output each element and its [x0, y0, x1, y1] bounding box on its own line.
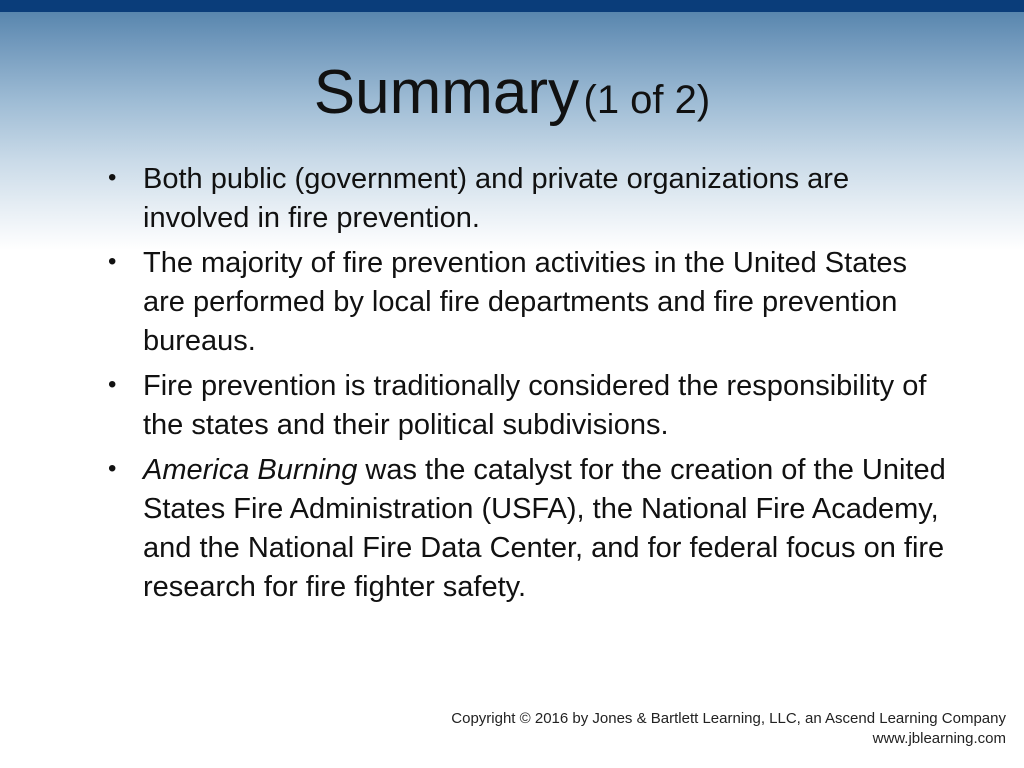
bullet-text-body: Both public (government) and private organizations are involved in fire prevention.: [143, 163, 850, 234]
title-main: Summary: [313, 58, 580, 127]
copyright-footer: [451, 709, 1006, 749]
slide-title: [0, 58, 1024, 127]
bullet-text-body: was the catalyst for the creation of the United States Fire Administration (USFA), the National Fire Academy, and the National Fire Data Center, and for federal focus on fire research for fire fighter safety.: [143, 454, 946, 603]
bullet-list: [108, 160, 948, 613]
bullet-dot: •: [108, 455, 117, 482]
bullet-dot: •: [108, 164, 117, 191]
bullet-dot: •: [108, 248, 117, 275]
bullet-text: [143, 370, 926, 441]
bullet-dot: •: [108, 371, 117, 398]
bullet-item: [108, 160, 948, 238]
bullet-text-body: Fire prevention is traditionally considered the responsibility of the states and their political subdivisions.: [143, 370, 927, 441]
title-suffix: (1 of 2): [583, 78, 711, 122]
bullet-item: [108, 244, 948, 361]
bullet-text: [143, 454, 946, 603]
bullet-item: [108, 367, 948, 445]
bullet-italic-title: America Burning: [143, 454, 358, 486]
bullet-text: [143, 247, 907, 357]
bullet-text: [143, 163, 849, 234]
website-text: www.jblearning.com: [872, 730, 1006, 747]
copyright-text: Copyright © 2016 by Jones & Bartlett Learning, LLC, an Ascend Learning Company: [451, 710, 1006, 727]
bullet-item: [108, 451, 948, 607]
bullet-text-body: The majority of fire prevention activities in the United States are performed by local fire departments and fire prevention bureaus.: [143, 247, 908, 357]
top-bar: [0, 0, 1024, 12]
